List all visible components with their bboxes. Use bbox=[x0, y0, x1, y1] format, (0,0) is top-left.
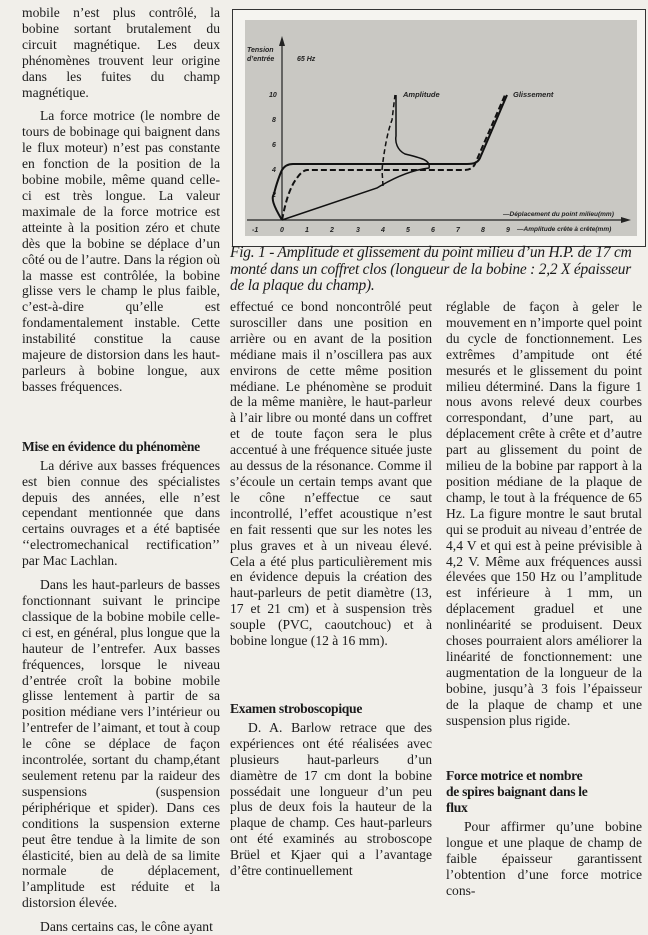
paragraph: La dérive aux basses fréquences est bien connue des spécialistes depuis des années, elle n’est cependant mentionnée que dans certains ouvrages et a été baptisée ‘‘electromechanical rectification’’ par Mac Lachlan. bbox=[22, 457, 220, 569]
y-tick: 10 bbox=[269, 92, 277, 99]
section-heading: Force motrice et nombre de spires baignant dans le flux bbox=[446, 768, 588, 816]
x-tick: 6 bbox=[431, 227, 435, 234]
figure-caption: Fig. 1 - Amplitude et glissement du point milieu d’un H.P. de 17 cm monté dans un coffret clos (longueur de la bobine : 2,2 X épaisseur de la plaque du champ). bbox=[230, 244, 632, 295]
x-tick: -1 bbox=[252, 227, 259, 234]
x-tick: 9 bbox=[506, 227, 510, 234]
y-axis-label: Tension bbox=[247, 47, 274, 54]
paragraph: mobile n’est plus contrôlé, la bobine sortant brutalement du circuit magnétique. Les deux phénomènes trouvent leur origine dans les fuites du champ magnétique. bbox=[22, 5, 220, 100]
x-axis-arrow-icon bbox=[621, 217, 631, 223]
y-axis-label: d’entrée bbox=[247, 56, 275, 63]
paragraph: Dans certains cas, le cône ayant bbox=[40, 919, 213, 935]
x-tick: 7 bbox=[456, 227, 460, 234]
frequency-label: 65 Hz bbox=[297, 56, 316, 63]
amplitude-curve-label: Amplitude bbox=[403, 90, 440, 99]
figure-chart-area bbox=[245, 20, 637, 236]
paragraph: Pour affirmer qu’une bobine longue et une plaque de champ de faible épaisseur garantissent l’obtention d’une force motrice cons- bbox=[446, 819, 642, 899]
x-tick: 0 bbox=[280, 227, 284, 234]
paragraph: D. A. Barlow retrace que des expériences ont été réalisées avec plusieurs haut-parleurs d’un diamètre de 17 cm dont la bobine possédait une longueur d’un peu plus de deux fois la hauteur de la plaque de champ. Ces haut-parleurs ont été examinés au stroboscope Brüel et Kjaer qui a l’avantage d’être continuellement bbox=[230, 719, 432, 879]
y-axis-arrow-icon bbox=[279, 36, 285, 46]
y-tick: 6 bbox=[272, 142, 276, 149]
paragraph: réglable de façon à geler le mouvement en n’importe quel point du cycle de fonctionnement. Les extrêmes d’ampitude ont été mesurés et le glissement du point milieu déterminé. Dans la figure 1 nous avons relevé deux courbes correspondant, d’une part, au déplacement crête à crête et d’autre part au glissement du point de milieu de la bobine par rapport à la position médiane de la plaque de champ, le tout à la fréquence de 65 Hz. La figure montre le saut brutal qui se produit au niveau d’entrée de 4,4 V et qui est à peine prévisible à 4,2 V. Même aux fréquences aussi élevées que 150 Hz ou l’amplitude est inférieure à 1 mm, un déplacement graduel et une nonlinéarité se produisent. Deux choses pourraient alors améliorer la linéarité de fonctionnement: une augmentation de la longueur de la bobine, jusqu’à 3 fois l’épaisseur de la plaque de champ et une suspension plus rigide. bbox=[446, 299, 642, 728]
x-tick: 2 bbox=[330, 227, 334, 234]
article-column-3 bbox=[446, 299, 642, 899]
paragraph: La force motrice (le nombre de tours de bobinage qui baignent dans le flux moteur) n’est pas constante en fonction de la position de la bobine mobile, même quand celle-ci est très longue. La valeur maximale de la force motrice est atteinte à la position zéro et chute dès que la bobine se déplace d’un côté ou de l’autre. Dans la région où la masse est contrôlée, la bobine glisse vers le champ le plus faible, c’est-à-dire qu’elle est fondamentalement instable. Cette instabilité constitue la cause majeure de distorsion dans les haut-parleurs à bobine longue, aux basses fréquences. bbox=[22, 108, 220, 394]
amplitude-curve-solid bbox=[282, 95, 429, 220]
x-tick: 4 bbox=[381, 227, 385, 234]
x-tick: 8 bbox=[481, 227, 485, 234]
glissement-curve-solid bbox=[273, 95, 507, 220]
x-tick: 3 bbox=[356, 227, 360, 234]
chart bbox=[245, 20, 637, 236]
paragraph: Dans les haut-parleurs de basses fonctionnant suivant le principe classique de la bobine mobile celle-ci est, en général, plus longue que la hauteur de l’entrefer. Aux basses fréquences, lorsque le niveau d’entrée croît la bobine mobile glisse lentement à partir de sa position médiane vers l’intérieur ou l’entrefer de l’aimant, et tout à coup le cône se déplace de façon incontrolée, sortant du champ,étant seulement retenu par la raideur des suspensions (suspension périphérique et spider). Dans ces conditions la suspension externe peut être tendue à la limite de son élasticité, bien au delà de sa limite normale de déplacement, l’amplitude est réduite et la distorsion élevée. bbox=[22, 577, 220, 911]
amplitude-curve-dashed bbox=[382, 95, 395, 186]
article-column-1 bbox=[22, 5, 220, 935]
x-tick: 5 bbox=[406, 227, 410, 234]
y-tick: 8 bbox=[272, 117, 276, 124]
section-heading: Examen stroboscopique bbox=[230, 700, 363, 716]
glissement-curve-label: Glissement bbox=[513, 90, 554, 99]
y-tick: 4 bbox=[272, 167, 276, 174]
legend-amplitude: —Amplitude crête à crête(mm) bbox=[517, 226, 612, 233]
y-tick: 2 bbox=[272, 192, 276, 199]
legend-displacement: —Déplacement du point milieu(mm) bbox=[503, 211, 614, 218]
paragraph: effectué ce bond noncontrôlé peut surosciller dans une position en arrière ou en avant de la position médiane mais il n’oscillera pas aux environs de cette même position médiane. Le phénomène se produit de la même manière, le haut-parleur à l’air libre ou monté dans un coffret et de toute façon sera le plus accentué à une fréquence située juste au dessus de la résonance. Comme il s’écoule un certain temps avant que le cône n’effectue ce saut incontrollé, l’effet acoustique n’est en fait ressenti que sur les notes les plus graves et à un niveau élevé. Cela a été plus particulièrement mis en évidence depuis la création des haut-parleurs de petit diamètre (13, 17 et 21 cm) et à suspension très souple (PVC, caoutchouc) et à bobine longue (12 à 16 mm). bbox=[230, 299, 432, 649]
section-heading: Mise en évidence du phénomène bbox=[22, 438, 200, 454]
article-column-2 bbox=[230, 299, 432, 879]
x-tick: 1 bbox=[305, 227, 309, 234]
figure-frame bbox=[232, 9, 646, 247]
